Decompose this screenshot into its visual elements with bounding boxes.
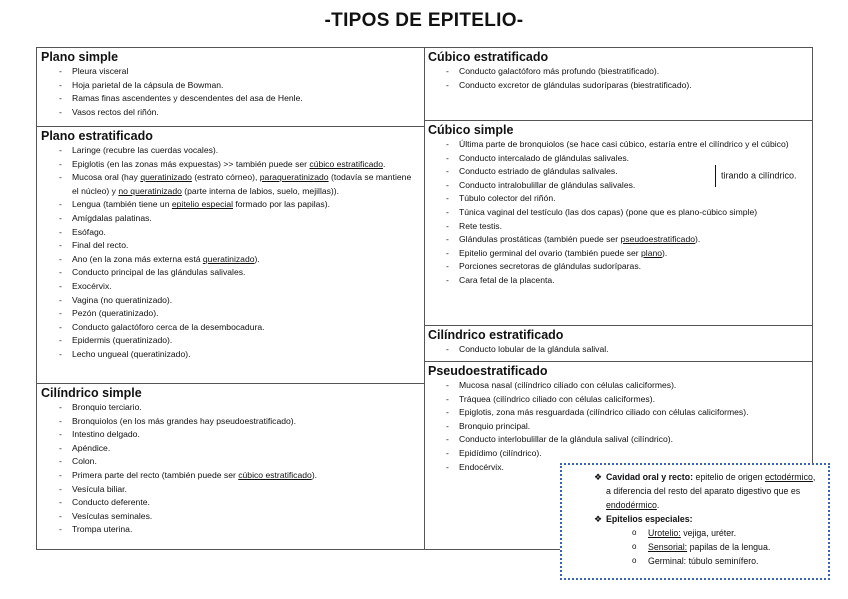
item-text: Primera parte del recto (también puede ser xyxy=(72,469,236,480)
item-list xyxy=(41,65,420,119)
underlined-term: no queratinizado xyxy=(118,185,182,196)
list-item: - Amígdalas palatinas. xyxy=(59,212,420,226)
list-item: - Epiglotis, zona más resguardada (cilíndrico ciliado con células caliciformes). xyxy=(446,406,808,420)
list-item: - Rete testis. xyxy=(446,220,808,234)
underlined-term: cúbico estratificado xyxy=(309,158,383,169)
item-text: Epitelio germinal del ovario (también puede ser xyxy=(459,247,639,258)
list-item: - Conducto excretor de glándulas sudoríparas (biestratificado). xyxy=(446,79,808,93)
note-text: epitelio de origen xyxy=(695,472,763,482)
list-item: - Conducto galactóforo más profundo (biestratificado). xyxy=(446,65,808,79)
section-cilindrico-estratificado xyxy=(424,325,812,361)
list-item: - Pezón (queratinizado). xyxy=(59,307,420,321)
list-item: - Conducto intralobulillar de glándulas salivales. xyxy=(446,179,808,193)
underlined-term: ectodérmico xyxy=(764,472,813,482)
list-item: o Germinal: túbulo seminífero. xyxy=(630,554,822,568)
list-item: - Pleura visceral xyxy=(59,65,420,79)
list-item xyxy=(630,540,822,554)
section-cubico-estratificado xyxy=(424,48,812,120)
list-item: - Glándulas prostáticas (también puede ser pseudoestratificado). xyxy=(446,233,808,247)
note-bold-label: Cavidad oral y recto: xyxy=(606,472,694,482)
list-item: - Lecho ungueal (queratinizado). xyxy=(59,348,420,362)
list-item: - Final del recto. xyxy=(59,239,420,253)
list-item: - Epidídimo (cilíndrico). xyxy=(446,447,808,461)
item-text: vejiga, uréter. xyxy=(683,528,737,538)
note-epitelios-especiales xyxy=(570,512,822,526)
list-item: - Vesículas seminales. xyxy=(59,510,420,524)
item-text: Lengua (también tiene un xyxy=(72,199,170,210)
list-item: - Bronquiolos (en los más grandes hay pseudoestratificado). xyxy=(59,415,420,429)
list-item: - Tráquea (cilíndrico ciliado con células caliciformes). xyxy=(446,393,808,407)
list-item: - Túbulo colector del riñón. xyxy=(446,192,808,206)
item-list xyxy=(41,144,420,362)
list-item: - Vasos rectos del riñón. xyxy=(59,106,420,120)
list-item: - Vagina (no queratinizado). xyxy=(59,294,420,308)
underlined-term: pseudoestratificado xyxy=(620,234,695,245)
list-item: - Conducto intercalado de glándulas salivales. xyxy=(446,152,808,166)
underlined-term: cúbico estratificado xyxy=(238,469,312,480)
list-item: - Epiglotis (en las zonas más expuestas) >> también puede ser cúbico estratificado. xyxy=(59,158,420,172)
note-text: , a diferencia del resto del aparato digestivo que es xyxy=(606,472,816,496)
item-text: Mucosa oral (hay xyxy=(72,172,138,183)
list-item: - Primera parte del recto (también puede ser cúbico estratificado). xyxy=(59,469,420,483)
underlined-term: queratinizado xyxy=(140,172,192,183)
item-text: Conducto estriado de glándulas salivales. xyxy=(459,166,618,177)
list-item: - Túnica vaginal del testículo (las dos capas) (pone que es plano-cúbico simple) xyxy=(446,206,808,220)
list-item: - Intestino delgado. xyxy=(59,428,420,442)
underlined-term: epitelio especial xyxy=(171,199,234,210)
list-item: - Conducto lobular de la glándula salival. xyxy=(446,343,808,357)
list-item: - Hoja parietal de la cápsula de Bowman. xyxy=(59,79,420,93)
item-list xyxy=(428,138,808,288)
page-title: -TIPOS DE EPITELIO- xyxy=(324,10,524,31)
item-text: Ano (en la zona más externa está xyxy=(72,253,201,264)
item-text: papilas de la lengua. xyxy=(689,542,771,552)
brace-note-text: tirando a cilíndrico. xyxy=(721,170,797,181)
left-column xyxy=(37,48,425,549)
section-heading: Cúbico simple xyxy=(428,123,514,137)
list-item: - Laringe (recubre las cuerdas vocales). xyxy=(59,144,420,158)
item-text: (parte interna de labios, suelo, mejillas)). xyxy=(184,185,340,196)
list-item: - Porciones secretoras de glándulas sudoríparas. xyxy=(446,260,808,274)
note-box xyxy=(560,463,830,580)
list-item xyxy=(59,171,420,198)
list-item: - Colon. xyxy=(59,455,420,469)
section-heading: Plano estratificado xyxy=(41,129,153,143)
underlined-term: plano xyxy=(641,247,663,258)
item-text: formado por las papilas). xyxy=(235,199,330,210)
list-item: - Trompa uterina. xyxy=(59,523,420,537)
list-item: - Vesícula biliar. xyxy=(59,483,420,497)
underlined-term: Sensorial: xyxy=(648,542,688,552)
list-item: - Ano (en la zona más externa está queratinizado). xyxy=(59,253,420,267)
list-item: - Endocérvix. xyxy=(446,461,808,475)
underlined-term: Urotelio: xyxy=(648,528,681,538)
list-item: - Conducto principal de las glándulas salivales. xyxy=(59,266,420,280)
list-item: - Última parte de bronquiolos (se hace casi cúbico, estaría entre el cilíndrico y el cúbico) xyxy=(446,138,808,152)
list-item xyxy=(446,165,808,179)
underlined-term: endodérmico xyxy=(606,500,657,510)
note-oral-recto: ❖ Cavidad oral y recto: epitelio de origen ectodérmico, a diferencia del resto del aparato digestivo que es endodérmico. xyxy=(594,472,816,510)
list-item: - Exocérvix. xyxy=(59,280,420,294)
special-epithelia-list xyxy=(570,526,822,568)
item-text: (estrato córneo), xyxy=(194,172,258,183)
list-item: - Bronquio terciario. xyxy=(59,401,420,415)
list-item: - Esófago. xyxy=(59,226,420,240)
item-list xyxy=(41,401,420,537)
list-item: - Ramas finas ascendentes y descendentes del asa de Henle. xyxy=(59,92,420,106)
list-item: - Bronquio principal. xyxy=(446,420,808,434)
list-item: - Apéndice. xyxy=(59,442,420,456)
section-plano-simple xyxy=(37,48,424,126)
item-list xyxy=(428,343,808,357)
diamond-bullet-icon: ❖ xyxy=(594,472,603,482)
section-heading: Plano simple xyxy=(41,50,119,64)
item-list xyxy=(428,379,808,474)
section-cubico-simple xyxy=(424,120,812,325)
section-cilindrico-simple xyxy=(37,383,424,549)
item-text: Epiglotis (en las zonas más expuestas) >> también puede ser xyxy=(72,158,308,169)
section-heading: Cúbico estratificado xyxy=(428,50,549,64)
list-item: - Conducto deferente. xyxy=(59,496,420,510)
list-item: - Mucosa nasal (cilíndrico ciliado con células caliciformes). xyxy=(446,379,808,393)
diamond-bullet-icon: ❖ xyxy=(594,514,603,524)
item-text: (todavía se mantiene el núcleo) y xyxy=(72,172,412,196)
section-heading: Cilíndrico simple xyxy=(41,386,142,400)
item-list xyxy=(428,65,808,92)
list-item: - Epidermis (queratinizado). xyxy=(59,334,420,348)
list-item: - Cara fetal de la placenta. xyxy=(446,274,808,288)
note-bold-label: Epitelios especiales: xyxy=(606,514,693,524)
item-text: Glándulas prostáticas (también puede ser xyxy=(459,234,619,245)
list-item: - Conducto galactóforo cerca de la desembocadura. xyxy=(59,321,420,335)
list-item xyxy=(630,526,822,540)
underlined-term: queratinizado xyxy=(202,253,255,264)
list-item xyxy=(59,198,420,212)
underlined-term: paraqueratinizado xyxy=(259,172,329,183)
list-item: - Epitelio germinal del ovario (también puede ser plano). xyxy=(446,247,808,261)
section-heading: Pseudoestratificado xyxy=(428,364,548,378)
section-plano-estratificado xyxy=(37,126,424,383)
section-heading: Cilíndrico estratificado xyxy=(428,328,564,342)
list-item: - Conducto interlobulillar de la glándula salival (cilíndrico). xyxy=(446,433,808,447)
